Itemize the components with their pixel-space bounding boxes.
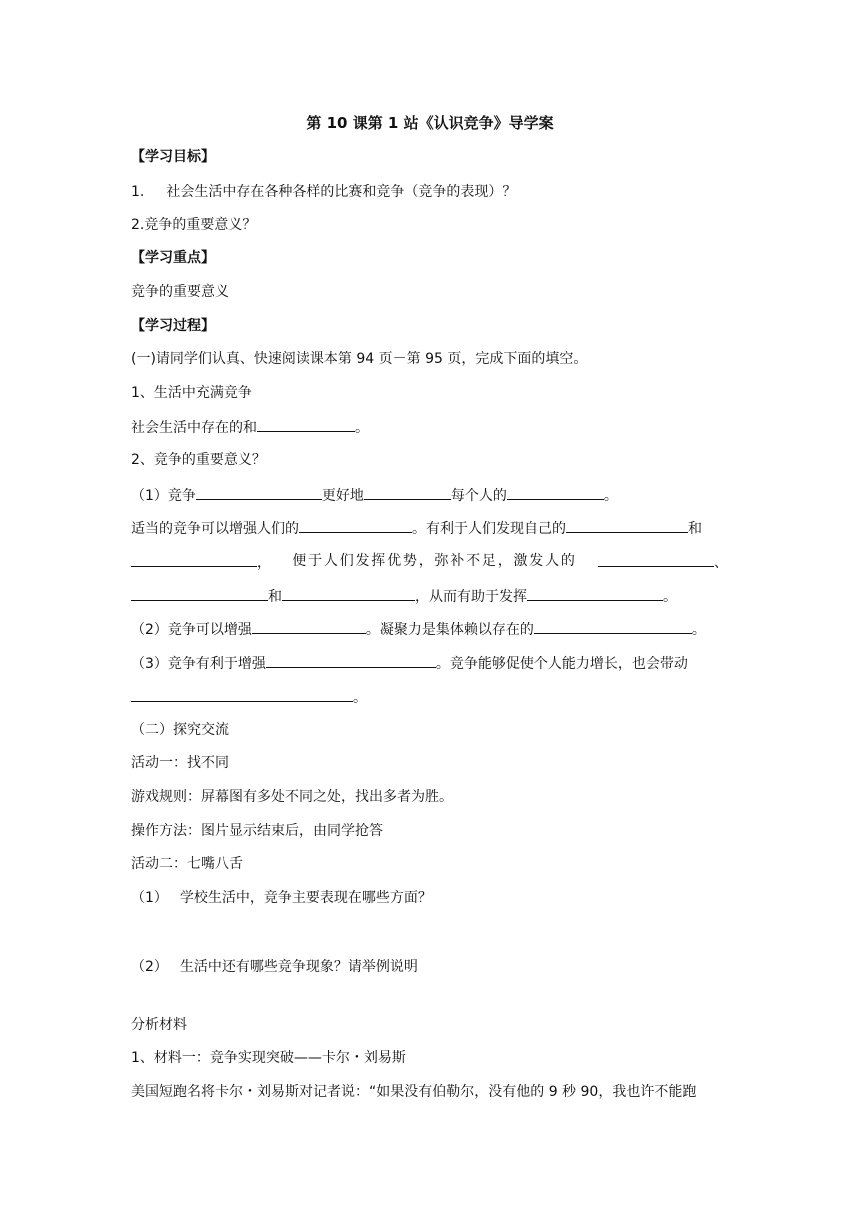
point-2-c: 。 [691,622,706,638]
section1-title: 1、生活中充满竞争 [131,385,252,401]
detail-2-c: 、 [714,555,728,571]
fill-blank[interactable] [364,484,451,500]
question-1 [131,888,432,908]
question-1-number: （1） [131,890,168,906]
part1-intro: (一)请同学们认真、快速阅读课本第 94 页－第 95 页，完成下面的填空。 [131,351,588,367]
point-1-d: 。 [603,488,618,504]
goal-1-text: 社会生活中存在各种各样的比赛和竞争（竞争的表现）？ [166,184,517,200]
question-2 [131,957,418,977]
fill-blank[interactable] [131,585,268,601]
point-1-b: 更好地 [321,488,364,504]
detail-2-a: ， [257,555,271,571]
fill-blank[interactable] [131,686,353,702]
fill-blank[interactable] [527,585,663,601]
fill-blank[interactable] [598,551,714,567]
point-1-detail-2 [131,551,728,573]
point-3-b: 。竞争能够促使个人能力增长，也会带动 [435,656,688,672]
question-2-text: 生活中还有哪些竞争现象？请举例说明 [179,959,418,975]
point-1-a: （1）竞争 [131,488,196,504]
part2-heading: （二）探究交流 [131,722,229,738]
question-1-text: 学校生活中，竞争主要表现在哪些方面？ [179,890,432,906]
goal-1 [131,182,516,202]
goal-2: 2.竞争的重要意义？ [131,217,257,233]
point-3-cont [131,686,367,708]
goals-heading: 【学习目标】 [131,149,215,165]
activity-1-title: 活动一：找不同 [131,755,229,771]
material-1-title: 1、材料一：竞争实现突破——卡尔・刘易斯 [131,1050,406,1066]
point-3-a: （3）竞争有利于增强 [131,656,266,672]
fill-blank[interactable] [196,484,322,500]
fill-blank[interactable] [266,652,436,668]
point-1-detail-1 [131,517,702,539]
fill-blank[interactable] [257,416,355,432]
detail-3-a: 和 [268,589,282,605]
goal-1-number: 1. [131,184,145,200]
detail-3-c: 。 [663,589,677,605]
fill-blank[interactable] [534,618,692,634]
key-text: 竞争的重要意义 [131,284,229,300]
point-1-detail-3 [131,585,677,607]
section2-title: 2、竞争的重要意义？ [131,452,266,468]
fill-blank[interactable] [566,517,688,533]
fill-blank[interactable] [131,551,257,567]
section1-text [131,416,369,438]
activity-1-rule: 游戏规则：屏幕图有多处不同之处，找出多者为胜。 [131,789,453,805]
fill-blank[interactable] [507,484,604,500]
point-3 [131,652,688,674]
analysis-heading: 分析材料 [131,1017,187,1033]
detail-1-a: 适当的竞争可以增强人们的 [131,521,299,537]
question-2-number: （2） [131,959,168,975]
section1-text-b: 。 [355,420,369,436]
detail-1-b: 。有利于人们发现自己的 [412,521,566,537]
key-heading: 【学习重点】 [131,250,215,266]
page-title: 第 10 课第 1 站《认识竞争》导学案 [306,114,554,132]
point-3-end: 。 [353,690,367,706]
fill-blank[interactable] [299,517,412,533]
detail-3-b: ，从而有助于发挥 [415,589,527,605]
detail-2-b: 便于人们发挥优势，弥补不足，激发人的 [292,553,577,569]
activity-2-title: 活动二：七嘴八舌 [131,856,243,872]
point-1 [131,484,618,506]
point-2-a: （2）竞争可以增强 [131,622,252,638]
process-heading: 【学习过程】 [131,318,215,334]
activity-1-method: 操作方法：图片显示结束后，由同学抢答 [131,823,383,839]
point-2-b: 。凝聚力是集体赖以存在的 [365,622,534,638]
detail-1-c: 和 [688,521,702,537]
fill-blank[interactable] [252,618,366,634]
fill-blank[interactable] [282,585,415,601]
material-1-text: 美国短跑名将卡尔・刘易斯对记者说：“如果没有伯勒尔，没有他的 9 秒 90，我也许不能跑 [131,1084,697,1100]
point-2 [131,618,706,640]
point-1-c: 每个人的 [450,488,507,504]
section1-text-a: 社会生活中存在的和 [131,420,257,436]
